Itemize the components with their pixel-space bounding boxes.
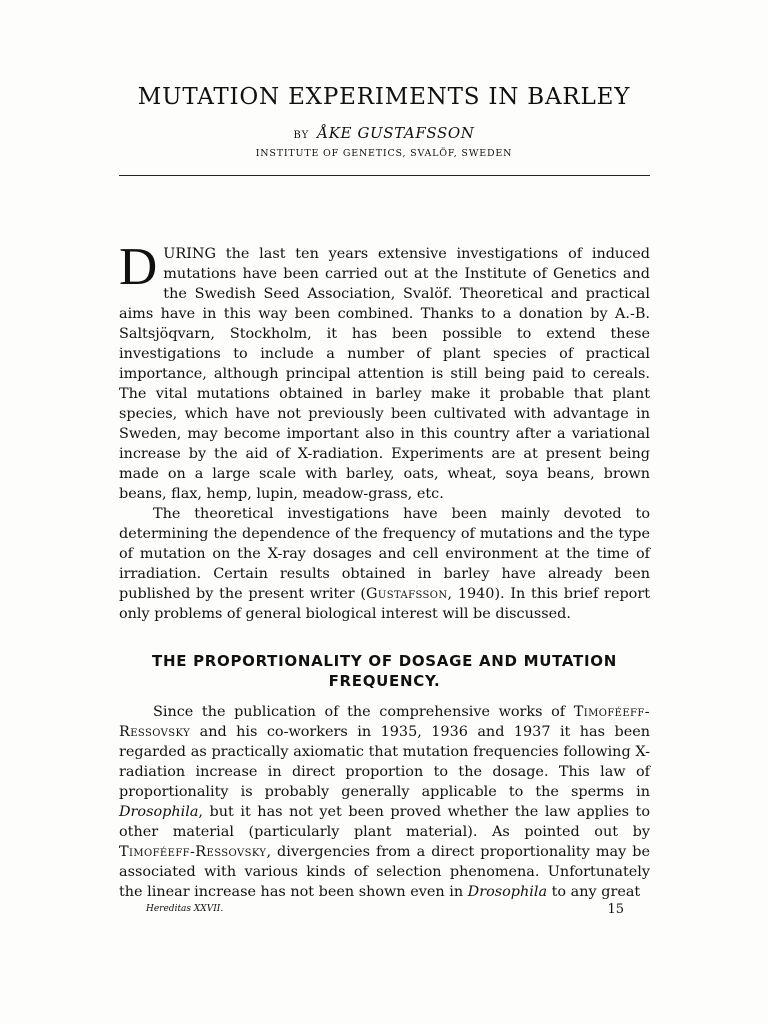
intro-paragraph-2-text-b: , 1940). In this brief report only problems of general biological interest will be discussed. <box>119 586 650 622</box>
section-paragraph-1 <box>119 702 650 902</box>
intro-paragraph-2-text-a: The theoretical investigations have been mainly devoted to determining the dependence of the frequency of mutations and the type of mutation on the X-ray dosages and cell environment at the time of irradiation. Certain results obtained in barley have already been published by the present writer ( <box>119 506 650 602</box>
section-text <box>119 702 650 902</box>
citation-author: Gustafsson <box>365 586 448 602</box>
cited-name-2: Timoféeff-Ressovsky <box>119 844 267 860</box>
section-text-3: , but it has not yet been proved whether the law applies to other material (particularly plant material). As pointed out by <box>119 804 650 840</box>
intro-paragraph-1-text: URING the last ten years extensive investigations of induced mutations have been carried out at the Institute of Genetics and the Swedish Seed Association, Svalöf. Theoretical and practical aims have in this way been combined. Thanks to a donation by A.-B. Saltsjöqvarn, Stockholm, it has been possible to extend these investigations to include a number of plant species of practical importance, although principal attention is still being paid to cereals. The vital mutations obtained in barley make it probable that plant species, which have not previously been cultivated with advantage in Sweden, may become important also in this country after a variational increase by the aid of X-radiation. Experiments are at present being made on a large scale with barley, oats, wheat, soya beans, brown beans, flax, hemp, lupin, meadow-grass, etc. <box>119 246 650 502</box>
page-number: 15 <box>607 902 624 917</box>
intro-paragraph-2 <box>119 504 650 624</box>
intro-paragraph-1 <box>119 238 650 504</box>
section-heading <box>119 651 650 691</box>
page-footer <box>146 904 624 917</box>
author-affiliation: INSTITUTE OF GENETICS, SVALÖF, SWEDEN <box>255 148 513 159</box>
section-text-1: Since the publication of the comprehensive works of <box>153 704 574 720</box>
section-heading-line-2: FREQUENCY. <box>328 672 441 690</box>
genus-name-1: Drosophila <box>119 804 199 820</box>
cited-name-1: Timoféeff-Ressovsky <box>119 704 650 740</box>
drop-cap: D <box>119 238 158 296</box>
journal-name: Hereditas XXVII. <box>146 904 224 914</box>
header-divider <box>119 175 650 176</box>
intro-text <box>119 238 650 624</box>
section-text-2: and his co-workers in 1935, 1936 and 1937 it has been regarded as practically axiomatic that mutation frequencies following X-radiation increase in direct proportion to the dosage. This law of proportionality is probably generally applicable to the sperms in <box>119 724 650 800</box>
section-text-4: , divergencies from a direct proportionality may be associated with various kinds of selection phenomena. Unfortunately the linear increase has not been shown even in <box>119 844 650 900</box>
byline <box>0 124 768 142</box>
byline-by: BY <box>293 130 310 141</box>
article-title: MUTATION EXPERIMENTS IN BARLEY <box>137 84 631 110</box>
section-text-5: to any great <box>547 884 641 900</box>
section-heading-line-1: THE PROPORTIONALITY OF DOSAGE AND MUTATION <box>152 652 617 670</box>
author-name: ÅKE GUSTAFSSON <box>317 124 475 142</box>
genus-name-2: Drosophila <box>467 884 548 900</box>
